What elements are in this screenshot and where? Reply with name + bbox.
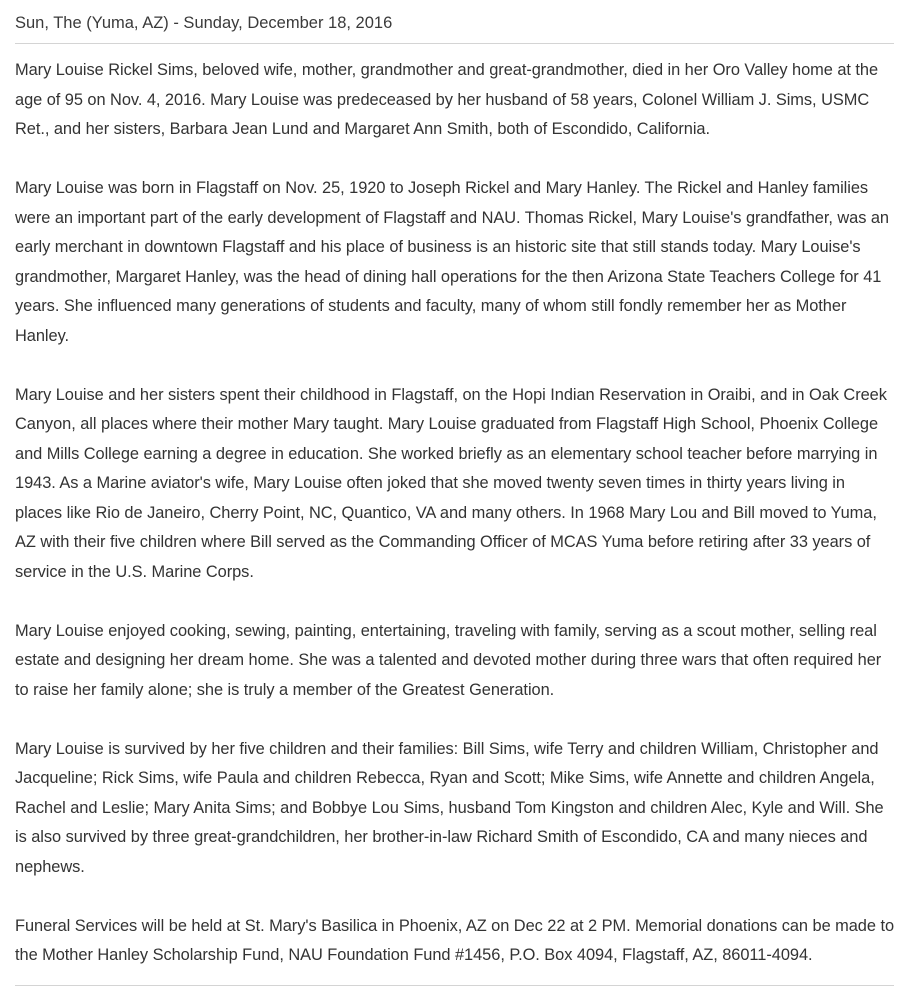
- obituary-article: [15, 0, 894, 986]
- paragraph-survivors: Mary Louise is survived by her five children and their families: Bill Sims, wife Terry and children William, Christopher and Jacqueline; Rick Sims, wife Paula and children Rebecca, Ryan and Scott; Mike Sims, wife Annette and children Angela, Rachel and Leslie; Mary Anita Sims; and Bobbye Lou Sims, husband Tom Kingston and children Alec, Kyle and Will. She is also survived by three great-grandchildren, her brother-in-law Richard Smith of Escondido, CA and many nieces and nephews.: [15, 739, 884, 876]
- paragraph-interests: Mary Louise enjoyed cooking, sewing, painting, entertaining, traveling with family, serving as a scout mother, selling real estate and designing her dream home. She was a talented and devoted mother during three wars that often required her to raise her family alone; she is truly a member of the Greatest Generation.: [15, 621, 882, 699]
- publication-source-line: Sun, The (Yuma, AZ) - Sunday, December 18, 2016: [15, 14, 393, 32]
- paragraph-childhood-career: Mary Louise and her sisters spent their childhood in Flagstaff, on the Hopi Indian Reservation in Oraibi, and in Oak Creek Canyon, all places where their mother Mary taught. Mary Louise graduated from Flagstaff High School, Phoenix College and Mills College earning a degree in education. She worked briefly as an elementary school teacher before marrying in 1943. As a Marine aviator's wife, Mary Louise often joked that she moved twenty seven times in thirty years living in places like Rio de Janeiro, Cherry Point, NC, Quantico, VA and many others. In 1968 Mary Lou and Bill moved to Yuma, AZ with their five children where Bill served as the Commanding Officer of MCAS Yuma before retiring after 33 years of service in the U.S. Marine Corps.: [15, 385, 887, 581]
- paragraph-birth-family: Mary Louise was born in Flagstaff on Nov. 25, 1920 to Joseph Rickel and Mary Hanley. The Rickel and Hanley families were an important part of the early development of Flagstaff and NAU. Thomas Rickel, Mary Louise's grandfather, was an early merchant in downtown Flagstaff and his place of business is an historic site that still stands today. Mary Louise's grandmother, Margaret Hanley, was the head of dining hall operations for the then Arizona State Teachers College for 41 years. She influenced many generations of students and faculty, many of whom still fondly remember her as Mother Hanley.: [15, 179, 889, 345]
- article-body: [15, 44, 894, 971]
- paragraph-intro: Mary Louise Rickel Sims, beloved wife, mother, grandmother and great-grandmother, died in her Oro Valley home at the age of 95 on Nov. 4, 2016. Mary Louise was predeceased by her husband of 58 years, Colonel William J. Sims, USMC Ret., and her sisters, Barbara Jean Lund and Margaret Ann Smith, both of Escondido, California.: [15, 61, 879, 138]
- paragraph-services: Funeral Services will be held at St. Mary's Basilica in Phoenix, AZ on Dec 22 at 2 PM. Memorial donations can be made to the Mother Hanley Scholarship Fund, NAU Foundation Fund #1456, P.O. Box 4094, Flagstaff, AZ, 86011-4094.: [15, 916, 895, 964]
- bottom-divider: [15, 985, 894, 986]
